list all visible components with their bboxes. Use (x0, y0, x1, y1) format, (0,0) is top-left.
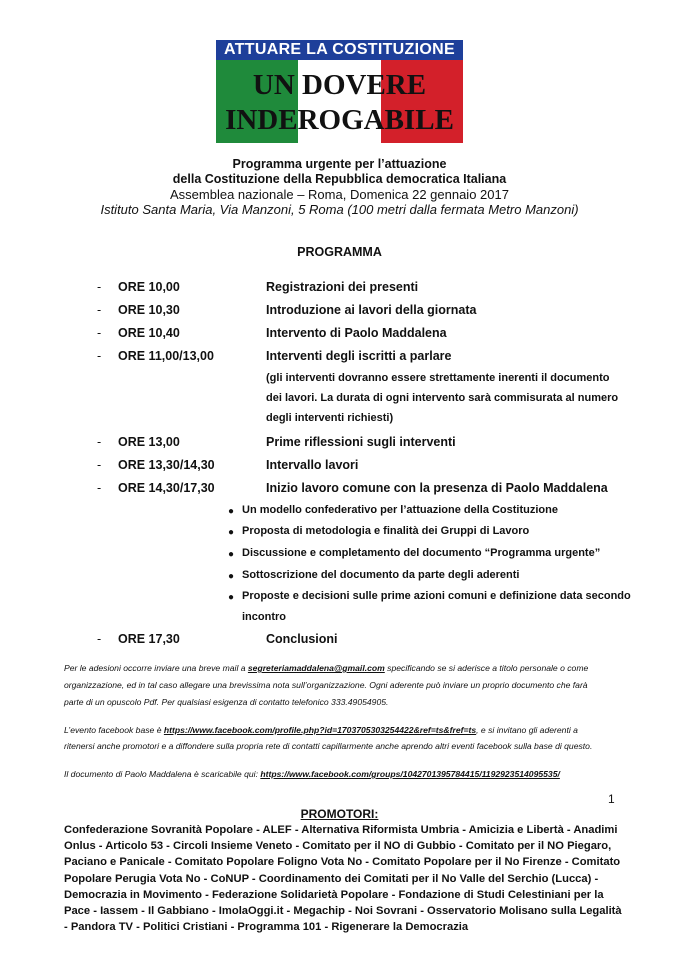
schedule-time: ORE 14,30/17,30 (118, 481, 215, 495)
dash: - (97, 303, 102, 317)
info-text: , e si invitano gli aderenti a (476, 725, 578, 735)
programma-title: PROGRAMMA (297, 245, 382, 259)
info-p3 (64, 769, 560, 779)
schedule-activity: Registrazioni dei presenti (266, 280, 419, 294)
header-line-1: Programma urgente per l’attuazione (232, 157, 447, 171)
dash: - (97, 632, 102, 646)
info-p2-line1 (64, 725, 578, 735)
dash: - (97, 349, 102, 363)
bullet-icon: ● (228, 549, 235, 560)
header-line-4: Istituto Santa Maria, Via Manzoni, 5 Roma (100 metri dalla fermata Metro Manzoni) (100, 202, 579, 217)
promotori-title: PROMOTORI: (300, 807, 379, 821)
dash: - (97, 280, 102, 294)
page-number: 1 (608, 792, 615, 806)
dash: - (97, 435, 102, 449)
document-download-link[interactable]: https://www.facebook.com/groups/1042701395784415/1192923514095535/ (260, 769, 560, 779)
schedule-time: ORE 10,30 (118, 303, 180, 317)
facebook-event-link[interactable]: https://www.facebook.com/profile.php?id=1703705303254422&ref=ts&fref=ts (163, 725, 477, 735)
schedule-activity: Prime riflessioni sugli interventi (266, 435, 456, 449)
event-logo (216, 40, 463, 143)
schedule-time: ORE 10,00 (118, 280, 180, 294)
info-p1-line1 (64, 663, 588, 673)
bullet-item: Discussione e completamento del documento “Programma urgente” (242, 547, 601, 559)
bullet-item: Proposte e decisioni sulle prime azioni comuni e definizione data secondo (242, 590, 631, 602)
info-p1-line3: parte di un opuscolo Pdf. Per qualsiasi esigenza di contatto telefonico 333.49054905. (64, 697, 389, 707)
info-text: Il documento di Paolo Maddalena è scaricabile qui: (64, 769, 261, 779)
email-link[interactable]: segreteriamaddalena@gmail.com (247, 663, 385, 673)
logo-banner: ATTUARE LA COSTITUZIONE (216, 40, 463, 60)
logo-line-2: INDEROGABILE (225, 104, 454, 136)
schedule-time: ORE 13,00 (118, 435, 180, 449)
header-line-2: della Costituzione della Repubblica democratica Italiana (172, 172, 507, 186)
interventi-note-line: dei lavori. La durata di ogni intervento sarà commisurata al numero (266, 392, 619, 404)
dash: - (97, 326, 102, 340)
bullet-icon: ● (228, 527, 235, 538)
schedule-activity: Conclusioni (266, 632, 338, 646)
info-text: L’evento facebook base è (64, 725, 164, 735)
dash: - (97, 481, 102, 495)
bullet-icon: ● (228, 506, 235, 517)
bullet-item-cont: incontro (242, 611, 286, 623)
schedule-time: ORE 11,00/13,00 (118, 349, 214, 363)
header-line-3: Assemblea nazionale – Roma, Domenica 22 gennaio 2017 (170, 187, 509, 202)
logo-line-1: UN DOVERE (252, 69, 427, 101)
interventi-note-line: degli interventi richiesti) (266, 412, 394, 424)
schedule-activity: Intervallo lavori (266, 458, 359, 472)
info-p2-line2: ritenersi anche promotori e a diffondere sulla propria rete di contatti capillarmente anche aprendo altri eventi facebook sulla base di questo. (64, 741, 593, 751)
bullet-item: Proposta di metodologia e finalità dei Gruppi di Lavoro (242, 525, 530, 537)
interventi-note-line: (gli interventi dovranno essere strettamente inerenti il documento (266, 372, 610, 384)
dash: - (97, 458, 102, 472)
bullet-item: Un modello confederativo per l’attuazione della Costituzione (242, 504, 558, 516)
promotori-list: Confederazione Sovranità Popolare - ALEF - Alternativa Riformista Umbria - Amicizia e Libertà - Anadimi Onlus - Articolo 53 - Circoli Insieme Veneto - Comitato per il NO di Gubbio - Comitato per il NO Piegaro, Paciano e Panicale - Comitato Popolare Foligno Vota No - Comitato Popolare per il No Firenze - Comitato Popolare Perugia Vota No - CoNUP - Coordinamento dei Comitati per il No Valle del Serchio (Lucca) - Democrazia in Movimento - Federazione Solidarietà Popolare - Fondazione di Studi Celestiniani per la Pace - Iassem - Il Gabbiano - ImolaOggi.it - Megachip - Noi Sovrani - Osservatorio Molisano sulla Legalità - Pandora TV - Politici Cristiani - Programma 101 - Rigenerare la Democrazia (64, 824, 622, 934)
info-text: specificando se si aderisce a titolo personale o come (384, 663, 589, 673)
schedule-time: ORE 13,30/14,30 (118, 458, 215, 472)
schedule-activity: Interventi degli iscritti a parlare (266, 349, 452, 363)
info-p1-line2: organizzazione, ed in tal caso allegare una brevissima nota sull’organizzazione. Ogni aderente può inviare un proprio documento che farà (64, 680, 588, 690)
bullet-item: Sottoscrizione del documento da parte degli aderenti (242, 569, 520, 581)
bullet-icon: ● (228, 592, 235, 603)
bullet-icon: ● (228, 571, 235, 582)
schedule-time: ORE 10,40 (118, 326, 180, 340)
schedule-activity: Intervento di Paolo Maddalena (266, 326, 447, 340)
schedule-activity: Introduzione ai lavori della giornata (266, 303, 477, 317)
info-text: Per le adesioni occorre inviare una breve mail a (64, 663, 248, 673)
schedule-activity: Inizio lavoro comune con la presenza di Paolo Maddalena (266, 481, 608, 495)
schedule-time: ORE 17,30 (118, 632, 180, 646)
